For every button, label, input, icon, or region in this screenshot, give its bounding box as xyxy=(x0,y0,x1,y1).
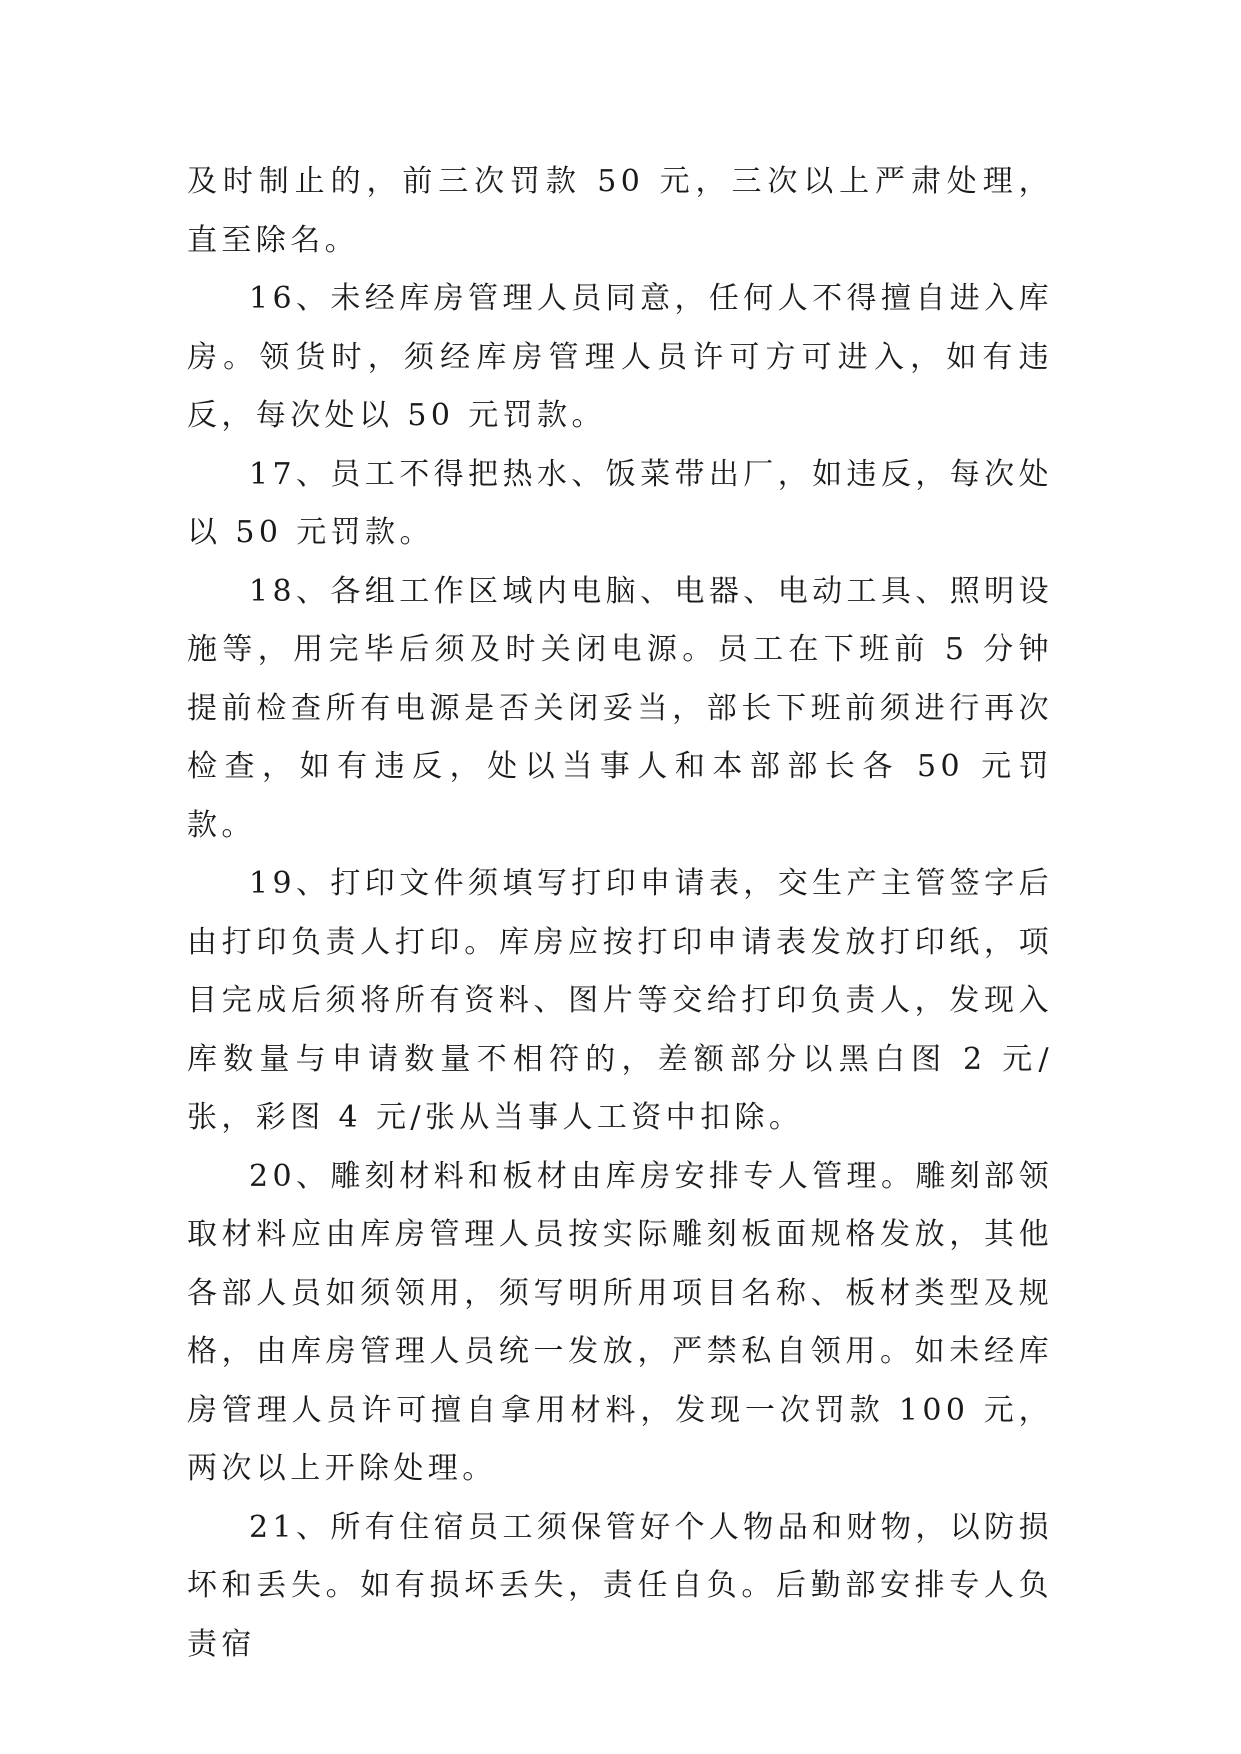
paragraph-continued: 及时制止的，前三次罚款 50 元，三次以上严肃处理，直至除名。 xyxy=(187,164,1053,258)
paragraph-rule-21: 21、所有住宿员工须保管好个人物品和财物，以防损坏和丢失。如有损坏丢失，责任自负。后勤部安排专人负责宿 xyxy=(187,1509,1053,1662)
paragraph-rule-16: 16、未经库房管理人员同意，任何人不得擅自进入库房。领货时，须经库房管理人员许可方可进入，如有违反，每次处以 50 元罚款。 xyxy=(187,281,1053,433)
paragraph-rule-20: 20、雕刻材料和板材由库房安排专人管理。雕刻部领取材料应由库房管理人员按实际雕刻板面规格发放，其他各部人员如须领用，须写明所用项目名称、板材类型及规格，由库房管理人员统一发放，严禁私自领用。如未经库房管理人员许可擅自拿用材料，发现一次罚款 100 元，两次以上开除处理。 xyxy=(187,1158,1053,1486)
paragraph-rule-17: 17、员工不得把热水、饭菜带出厂，如违反，每次处以 50 元罚款。 xyxy=(187,456,1053,550)
paragraph-rule-18: 18、各组工作区域内电脑、电器、电动工具、照明设施等，用完毕后须及时关闭电源。员工在下班前 5 分钟提前检查所有电源是否关闭妥当，部长下班前须进行再次检查，如有违反，处以当事人和本部部长各 50 元罚款。 xyxy=(187,573,1053,843)
paragraph-rule-19: 19、打印文件须填写打印申请表，交生产主管签字后由打印负责人打印。库房应按打印申请表发放打印纸，项目完成后须将所有资料、图片等交给打印负责人，发现入库数量与申请数量不相符的，差额部分以黑白图 2 元/张，彩图 4 元/张从当事人工资中扣除。 xyxy=(187,866,1053,1135)
document-body xyxy=(187,153,1053,1674)
